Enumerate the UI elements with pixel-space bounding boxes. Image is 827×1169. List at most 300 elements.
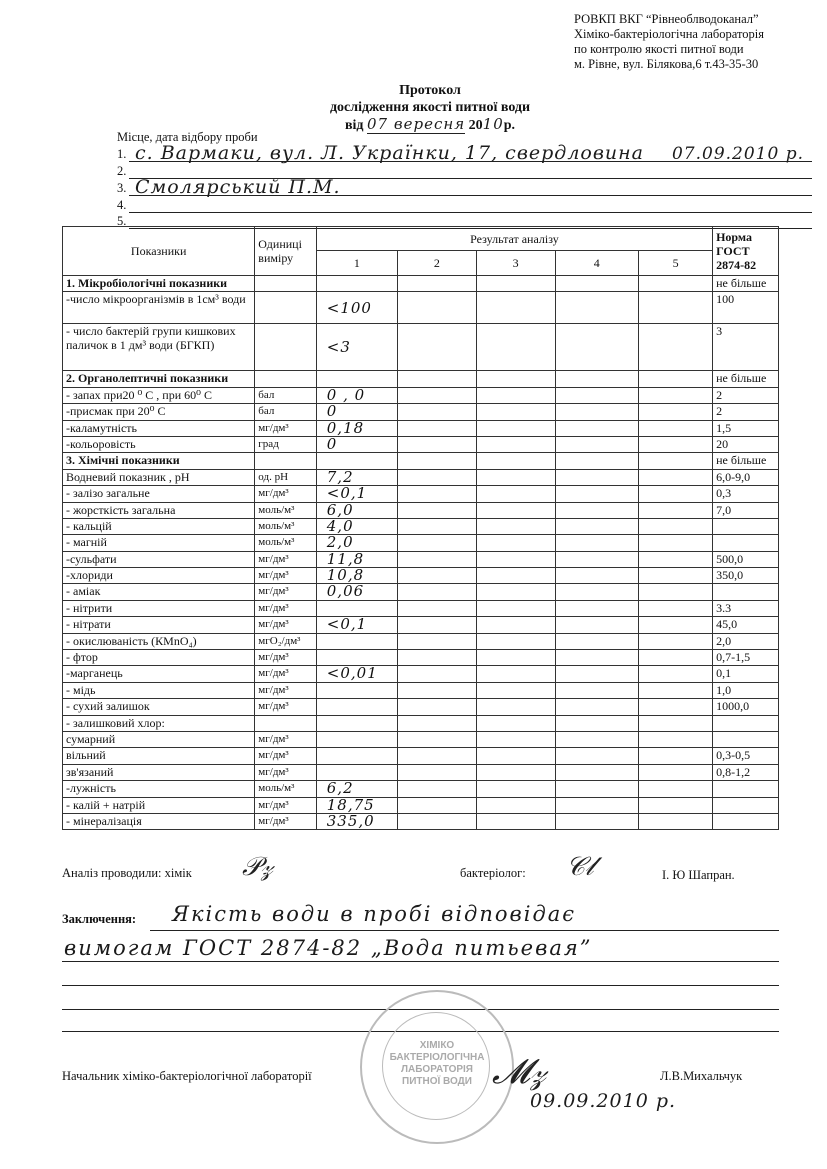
result-value-3 [476, 420, 555, 436]
table-row [63, 502, 779, 518]
indicator-name: - фтор [63, 650, 255, 666]
title-date-day-month: 07 вересня [367, 115, 466, 133]
indicator-unit [255, 324, 316, 371]
indicator-norm: 2 [713, 387, 779, 403]
indicator-norm [713, 535, 779, 551]
indicator-unit: мг/дм³ [255, 764, 316, 780]
result-value-5 [639, 551, 713, 567]
results-body [63, 276, 779, 830]
indicator-norm: 1,5 [713, 420, 779, 436]
header-norm: Норма ГОСТ 2874-82 [713, 227, 779, 276]
result-value-4 [555, 813, 639, 829]
result-value-3 [476, 292, 555, 324]
title-date-prefix: від [344, 118, 364, 133]
place-line-1 [117, 142, 812, 164]
result-value-2 [397, 650, 476, 666]
result-value-2 [397, 486, 476, 502]
result-value-2 [397, 387, 476, 403]
bacteriologist-label: бактеріолог: [460, 866, 526, 880]
result-value-1: 0,06 [316, 584, 397, 600]
indicator-name: - запах при20 ⁰ С , при 60⁰ С [63, 387, 255, 403]
indicator-name: - залишковий хлор: [63, 715, 255, 731]
indicator-norm [713, 731, 779, 747]
result-value-4 [555, 617, 639, 633]
indicator-norm [713, 584, 779, 600]
result-value-2 [397, 551, 476, 567]
result-value-2 [397, 617, 476, 633]
indicator-unit: моль/м³ [255, 518, 316, 534]
indicator-unit: мг/дм³ [255, 551, 316, 567]
org-line-2: Хіміко-бактеріологічна лабораторія [574, 27, 764, 41]
result-value-1: 4,0 [316, 518, 397, 534]
result-value-3 [476, 650, 555, 666]
result-value-4 [555, 535, 639, 551]
indicator-norm: 3.3 [713, 600, 779, 616]
indicator-unit: мг/дм³ [255, 731, 316, 747]
result-value-4 [555, 781, 639, 797]
indicator-name: - нітрати [63, 617, 255, 633]
indicator-norm [713, 715, 779, 731]
indicator-name: - аміак [63, 584, 255, 600]
result-value-3 [476, 699, 555, 715]
result-value-2 [397, 292, 476, 324]
section-norm: не більше [713, 276, 779, 292]
section-row [63, 453, 779, 469]
head-name: Л.В.Михальчук [660, 1069, 743, 1083]
result-value-4 [555, 666, 639, 682]
title-year-suffix: 10 [482, 115, 504, 133]
table-row [63, 764, 779, 780]
table-row [63, 600, 779, 616]
indicator-unit: мгО₂/дм³ [255, 633, 316, 649]
result-value-2 [397, 813, 476, 829]
result-value-3 [476, 535, 555, 551]
result-value-5 [639, 518, 713, 534]
indicator-unit: мг/дм³ [255, 813, 316, 829]
result-value-1: <3 [316, 324, 397, 371]
result-value-2 [397, 502, 476, 518]
indicator-norm [713, 813, 779, 829]
result-value-2 [397, 584, 476, 600]
result-value-3 [476, 600, 555, 616]
indicator-norm: 2 [713, 404, 779, 420]
result-value-3 [476, 502, 555, 518]
indicator-name: - магній [63, 535, 255, 551]
sampling-place-label: Місце, дата відбору проби [117, 130, 258, 144]
indicator-unit: моль/м³ [255, 535, 316, 551]
result-value-1: 0 , 0 [316, 387, 397, 403]
result-value-4 [555, 748, 639, 764]
result-value-3 [476, 584, 555, 600]
result-value-1 [316, 715, 397, 731]
result-value-1 [316, 748, 397, 764]
result-value-5 [639, 600, 713, 616]
indicator-unit: мг/дм³ [255, 699, 316, 715]
table-row [63, 551, 779, 567]
indicator-name: зв'язаний [63, 764, 255, 780]
result-value-2 [397, 324, 476, 371]
indicator-unit [255, 715, 316, 731]
result-value-5 [639, 420, 713, 436]
indicator-norm: 6,0-9,0 [713, 469, 779, 485]
result-value-1: <0,01 [316, 666, 397, 682]
table-row [63, 324, 779, 371]
table-row [63, 404, 779, 420]
table-row [63, 650, 779, 666]
section-row [63, 371, 779, 387]
conclusion-line-2: вимогам ГОСТ 2874-82 „Вода питьевая” [64, 936, 593, 960]
conclusion-line-1: Якість води в пробі відповідає [172, 902, 577, 926]
result-value-3 [476, 486, 555, 502]
org-line-4: м. Рівне, вул. Білякова,6 т.43-35-30 [574, 57, 759, 71]
place-line-number: 5. [117, 214, 127, 228]
title-line-2: дослідження якості питної води [329, 100, 531, 115]
result-value-2 [397, 469, 476, 485]
result-value-4 [555, 518, 639, 534]
result-value-3 [476, 568, 555, 584]
result-value-5 [639, 404, 713, 420]
result-value-5 [639, 584, 713, 600]
indicator-unit: моль/м³ [255, 781, 316, 797]
result-value-1 [316, 633, 397, 649]
result-value-4 [555, 797, 639, 813]
result-value-4 [555, 584, 639, 600]
indicator-norm: 1000,0 [713, 699, 779, 715]
indicator-norm: 1,0 [713, 682, 779, 698]
result-value-5 [639, 731, 713, 747]
header-col-5: 5 [639, 251, 713, 276]
indicator-name: - сухий залишок [63, 699, 255, 715]
result-value-2 [397, 748, 476, 764]
result-value-4 [555, 387, 639, 403]
indicator-name: - мінералізація [63, 813, 255, 829]
table-row [63, 699, 779, 715]
result-value-3 [476, 813, 555, 829]
section-name: 1. Мікробіологічні показники [63, 276, 255, 292]
result-value-4 [555, 715, 639, 731]
table-row [63, 535, 779, 551]
place-line-number: 3. [117, 181, 127, 195]
indicator-norm: 7,0 [713, 502, 779, 518]
result-value-1 [316, 682, 397, 698]
indicator-unit: од. рН [255, 469, 316, 485]
table-row [63, 568, 779, 584]
result-value-3 [476, 731, 555, 747]
indicator-norm: 500,0 [713, 551, 779, 567]
result-value-2 [397, 568, 476, 584]
table-row [63, 617, 779, 633]
result-value-3 [476, 324, 555, 371]
table-row [63, 518, 779, 534]
header-result: Результат аналізу [316, 227, 712, 251]
indicator-norm: 350,0 [713, 568, 779, 584]
header-col-2: 2 [397, 251, 476, 276]
result-value-5 [639, 633, 713, 649]
result-value-5 [639, 764, 713, 780]
indicator-name: -лужність [63, 781, 255, 797]
indicator-unit: бал [255, 404, 316, 420]
result-value-2 [397, 436, 476, 452]
result-value-5 [639, 292, 713, 324]
result-value-4 [555, 292, 639, 324]
header-col-4: 4 [555, 251, 639, 276]
indicator-name: -марганець [63, 666, 255, 682]
indicator-name: - залізо загальне [63, 486, 255, 502]
result-value-5 [639, 568, 713, 584]
result-value-3 [476, 633, 555, 649]
table-row [63, 486, 779, 502]
indicator-norm: 45,0 [713, 617, 779, 633]
indicator-name: -сульфати [63, 551, 255, 567]
result-value-3 [476, 551, 555, 567]
place-line-number: 1. [117, 147, 127, 161]
conclusion-rule-3 [62, 984, 779, 986]
result-value-2 [397, 535, 476, 551]
table-row [63, 292, 779, 324]
indicator-name: - число бактерій групи кишкових паличок в 1 дм³ води (БГКП) [63, 324, 255, 371]
result-value-4 [555, 420, 639, 436]
result-value-2 [397, 764, 476, 780]
result-value-3 [476, 469, 555, 485]
result-value-3 [476, 436, 555, 452]
protocol-title [300, 82, 560, 134]
indicator-unit: мг/дм³ [255, 568, 316, 584]
indicator-norm: 0,7-1,5 [713, 650, 779, 666]
indicator-unit: моль/м³ [255, 502, 316, 518]
result-value-4 [555, 682, 639, 698]
analysis-label: Аналіз проводили: хімік [62, 866, 192, 880]
section-row [63, 276, 779, 292]
result-value-1: <0,1 [316, 617, 397, 633]
bacteriologist-signature: 𝒞𝓁 [566, 852, 594, 882]
place-line-text: с. Вармаки, вул. Л. Українки, 17, свердловина [135, 142, 645, 164]
result-value-1: 0 [316, 404, 397, 420]
indicator-name: -кольоровість [63, 436, 255, 452]
place-line-number: 2. [117, 164, 127, 178]
result-value-1: <0,1 [316, 486, 397, 502]
footer-date: 09.09.2010 р. [530, 1090, 677, 1112]
result-value-1 [316, 699, 397, 715]
result-value-5 [639, 666, 713, 682]
indicator-unit: град [255, 436, 316, 452]
head-signature: 𝓜𝓏 [492, 1052, 546, 1092]
result-value-3 [476, 764, 555, 780]
result-value-4 [555, 764, 639, 780]
result-value-1: 0,18 [316, 420, 397, 436]
table-row [63, 781, 779, 797]
table-row [63, 584, 779, 600]
result-value-4 [555, 469, 639, 485]
indicator-name: - калій + натрій [63, 797, 255, 813]
place-line-3 [117, 176, 812, 198]
laboratory-stamp [360, 990, 514, 1144]
place-line-text: Смолярський П.М. [135, 176, 341, 198]
place-line-4 [117, 197, 812, 213]
result-value-2 [397, 715, 476, 731]
indicator-norm: 3 [713, 324, 779, 371]
result-value-5 [639, 682, 713, 698]
indicator-name: - мідь [63, 682, 255, 698]
result-value-3 [476, 518, 555, 534]
result-value-4 [555, 600, 639, 616]
table-row [63, 387, 779, 403]
section-norm: не більше [713, 371, 779, 387]
result-value-3 [476, 715, 555, 731]
result-value-2 [397, 420, 476, 436]
indicator-norm [713, 797, 779, 813]
table-row [63, 420, 779, 436]
result-value-4 [555, 404, 639, 420]
indicator-norm: 0,1 [713, 666, 779, 682]
result-value-3 [476, 748, 555, 764]
result-value-1: 18,75 [316, 797, 397, 813]
indicator-name: вільний [63, 748, 255, 764]
result-value-4 [555, 699, 639, 715]
result-value-5 [639, 699, 713, 715]
indicator-norm [713, 518, 779, 534]
result-value-5 [639, 502, 713, 518]
table-row [63, 469, 779, 485]
indicator-unit: бал [255, 387, 316, 403]
result-value-5 [639, 715, 713, 731]
table-row [63, 682, 779, 698]
result-value-2 [397, 797, 476, 813]
title-line-1: Протокол [399, 83, 461, 98]
result-value-4 [555, 436, 639, 452]
table-row [63, 633, 779, 649]
result-value-5 [639, 797, 713, 813]
result-value-5 [639, 436, 713, 452]
table-row [63, 797, 779, 813]
place-line-date: 07.09.2010 р. [671, 144, 804, 164]
result-value-2 [397, 699, 476, 715]
indicator-name: -каламутність [63, 420, 255, 436]
result-value-1: 6,0 [316, 502, 397, 518]
indicator-name: Водневий показник , рН [63, 469, 255, 485]
result-value-2 [397, 666, 476, 682]
result-value-5 [639, 813, 713, 829]
result-value-5 [639, 650, 713, 666]
result-value-2 [397, 781, 476, 797]
result-value-4 [555, 650, 639, 666]
indicator-unit: мг/дм³ [255, 650, 316, 666]
indicator-norm: 0,3 [713, 486, 779, 502]
result-value-5 [639, 535, 713, 551]
result-value-5 [639, 781, 713, 797]
result-value-1: 7,2 [316, 469, 397, 485]
result-value-1: 6,2 [316, 781, 397, 797]
header-col-3: 3 [476, 251, 555, 276]
result-value-1: 2,0 [316, 535, 397, 551]
header-indicators: Показники [63, 227, 255, 276]
indicator-name: сумарний [63, 731, 255, 747]
table-row [63, 715, 779, 731]
table-row [63, 731, 779, 747]
org-line-1: РОВКП ВКГ “Рівнеоблводоканал” [574, 12, 759, 26]
result-value-5 [639, 486, 713, 502]
result-value-4 [555, 486, 639, 502]
table-row [63, 436, 779, 452]
indicator-unit: мг/дм³ [255, 486, 316, 502]
place-line-number: 4. [117, 198, 127, 212]
result-value-2 [397, 731, 476, 747]
indicator-name: -число мікроорганізмів в 1см³ води [63, 292, 255, 324]
indicator-unit: мг/дм³ [255, 600, 316, 616]
result-value-2 [397, 600, 476, 616]
indicator-name: - кальцій [63, 518, 255, 534]
result-value-1: <100 [316, 292, 397, 324]
indicator-unit: мг/дм³ [255, 682, 316, 698]
result-value-3 [476, 797, 555, 813]
header-col-1: 1 [316, 251, 397, 276]
result-value-2 [397, 518, 476, 534]
section-norm: не більше [713, 453, 779, 469]
org-line-3: по контролю якості питної води [574, 42, 744, 56]
indicator-unit: мг/дм³ [255, 797, 316, 813]
result-value-4 [555, 633, 639, 649]
title-year-prefix: 20 [468, 118, 483, 133]
result-value-4 [555, 551, 639, 567]
indicator-norm: 0,3-0,5 [713, 748, 779, 764]
result-value-5 [639, 469, 713, 485]
table-row [63, 813, 779, 829]
result-value-4 [555, 731, 639, 747]
result-value-4 [555, 324, 639, 371]
result-value-4 [555, 568, 639, 584]
result-value-3 [476, 404, 555, 420]
indicator-unit: мг/дм³ [255, 748, 316, 764]
result-value-5 [639, 617, 713, 633]
indicator-name: - жорсткість загальна [63, 502, 255, 518]
indicator-norm: 20 [713, 436, 779, 452]
section-name: 2. Органолептичні показники [63, 371, 255, 387]
header-units: Одиниці виміру [255, 227, 316, 276]
result-value-3 [476, 387, 555, 403]
result-value-2 [397, 633, 476, 649]
section-name: 3. Хімічні показники [63, 453, 255, 469]
result-value-1: 335,0 [316, 813, 397, 829]
result-value-5 [639, 748, 713, 764]
result-value-1 [316, 731, 397, 747]
conclusion-label: Заключення: [62, 912, 137, 926]
result-value-3 [476, 781, 555, 797]
indicator-name: - окислюваність (КMnO₄) [63, 633, 255, 649]
stamp-text: ХІМІКО БАКТЕРІОЛОГІЧНА ЛАБОРАТОРІЯ ПИТНОЇ ВОДИ [389, 1040, 485, 1087]
indicator-norm: 0,8-1,2 [713, 764, 779, 780]
indicator-unit: мг/дм³ [255, 584, 316, 600]
indicator-norm: 100 [713, 292, 779, 324]
result-value-3 [476, 682, 555, 698]
result-value-1: 10,8 [316, 568, 397, 584]
bacteriologist-name: І. Ю Шапран. [662, 868, 735, 882]
organization-header [574, 12, 814, 72]
chemist-signature: 𝒫𝓏 [242, 852, 273, 882]
indicator-norm [713, 781, 779, 797]
result-value-5 [639, 387, 713, 403]
result-value-1: 11,8 [316, 551, 397, 567]
table-row [63, 666, 779, 682]
result-value-5 [639, 324, 713, 371]
result-value-4 [555, 502, 639, 518]
indicator-unit: мг/дм³ [255, 617, 316, 633]
indicator-norm: 2,0 [713, 633, 779, 649]
indicator-name: -присмак при 20⁰ С [63, 404, 255, 420]
indicator-name: - нітрити [63, 600, 255, 616]
results-table [62, 226, 779, 830]
result-value-2 [397, 404, 476, 420]
head-label: Начальник хіміко-бактеріологічної лабораторії [62, 1069, 312, 1083]
conclusion-rule-1 [150, 929, 779, 931]
